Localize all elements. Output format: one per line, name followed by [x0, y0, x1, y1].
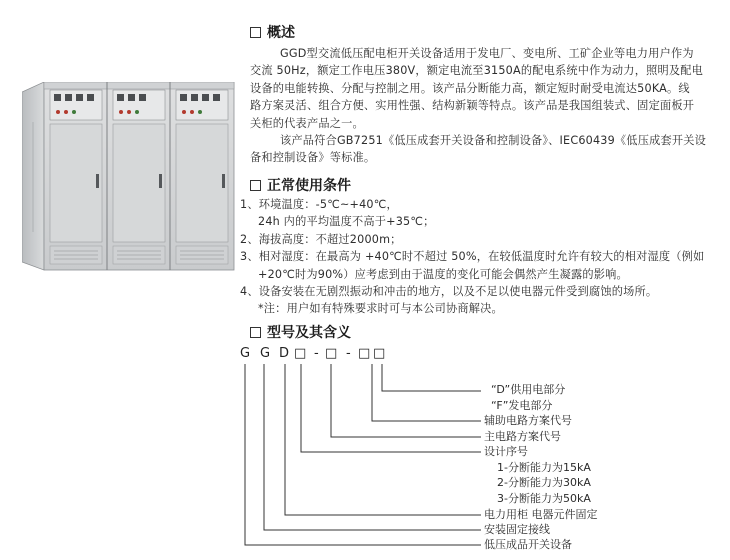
overview-line: 设备的电能转换、分配与控制之用。该产品分断能力高，额定短时耐受电流达50KA。线: [250, 81, 690, 95]
condition-line: 2、海拔高度：不超过2000m；: [240, 232, 402, 246]
code-char: D: [279, 346, 290, 361]
label-capacity-3: 3-分断能力为50kA: [497, 492, 591, 505]
overview-line: 路方案灵活、组合方便、实用性强、结构新颖等特点。该产品是我国组装式、固定面板开: [250, 99, 695, 113]
overview-line: 交流 50Hz，额定工作电压380V，额定电流至3150A的配电系统中作为动力，照明及配电: [250, 64, 704, 78]
code-char: -: [314, 346, 319, 361]
code-char: □: [358, 346, 371, 361]
model-heading-text: 型号及其含义: [267, 325, 351, 341]
bracket-line: [382, 364, 481, 391]
bracket-line: [285, 364, 481, 515]
label-lv-switchgear: 低压成品开关设备: [484, 538, 572, 551]
code-char: G: [240, 346, 251, 361]
condition-line: +20℃时为90%）应考虑到由于温度的变化可能会偶然产生凝露的影响。: [258, 267, 628, 281]
code-char: □: [373, 346, 386, 361]
label-power-cabinet: 电力用柜 电器元件固定: [484, 508, 598, 521]
label-aux-circuit: 辅助电路方案代号: [484, 414, 572, 427]
label-design-serial: 设计序号: [484, 445, 528, 458]
label-fixed-wiring: 安装固定接线: [484, 523, 550, 536]
code-char: G: [260, 346, 271, 361]
label-f-generation: “F”发电部分: [491, 399, 553, 412]
overview-line: 备和控制设备》等标准。: [250, 151, 376, 165]
code-char: □: [294, 346, 307, 361]
overview-line: GGD型交流低压配电柜开关设备适用于发电厂、变电所、工矿企业等电力用户作为: [280, 47, 694, 60]
condition-line: *注：用户如有特殊要求时可与本公司协商解决。: [258, 302, 503, 316]
condition-line: 1、环境温度：-5℃~+40℃，: [240, 198, 398, 211]
condition-line: 3、相对湿度：在最高为 +40℃时不超过 50%，在较低温度时允许有较大的相对湿度（例如: [240, 250, 705, 264]
conditions-heading-text: 正常使用条件: [267, 178, 351, 194]
bracket-line: [372, 364, 481, 421]
overview-heading-text: 概述: [267, 25, 295, 41]
overview-line: 该产品符合GB7251《低压成套开关设备和控制设备》、IEC60439《低压成套开关设: [280, 134, 707, 148]
bracket-line: [331, 364, 481, 437]
overview-line: 关柜的代表产品之一。: [250, 116, 364, 130]
condition-line: 4、设备安装在无剧烈振动和冲击的地方，以及不足以使电器元件受到腐蚀的场所。: [240, 285, 658, 299]
label-d-supply: “D”供用电部分: [491, 383, 566, 396]
label-main-circuit: 主电路方案代号: [484, 430, 561, 443]
condition-line: 24h 内的平均温度不高于+35℃；: [258, 215, 435, 229]
code-char: □: [325, 346, 338, 361]
bracket-line: [301, 364, 481, 452]
code-char: -: [346, 346, 351, 361]
label-capacity-1: 1-分断能力为15kA: [497, 461, 591, 474]
label-capacity-2: 2-分断能力为30kA: [497, 476, 591, 489]
